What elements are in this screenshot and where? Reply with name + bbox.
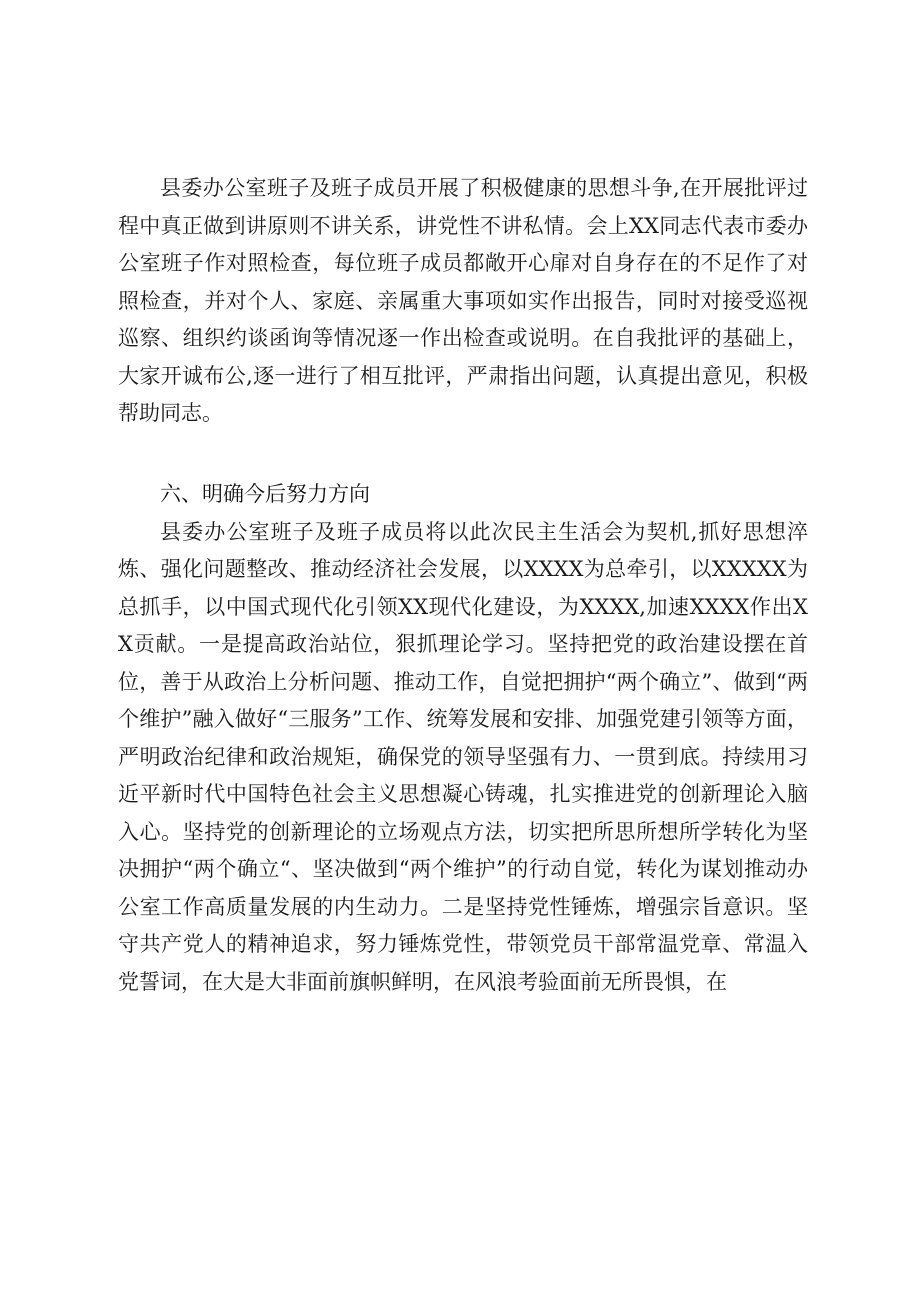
section-heading: 六、明确今后努力方向 bbox=[160, 482, 370, 506]
paragraph-criticism: 县委办公室班子及班子成员开展了积极健康的思想斗争,在开展批评过程中真正做到讲原则不讲关系，讲党性不讲私情。会上XX同志代表市委办公室班子作对照检查，每位班子成员都敞开心扉对自身存在的不足作了对照检查，并对个人、家庭、亲属重大事项如实作出报告，同时对接受巡视巡察、组织约谈函询等情况逐一作出检查或说明。在自我批评的基础上，大家开诚布公,逐一进行了相互批评，严肃指出问题，认真提出意见，积极帮助同志。 bbox=[118, 176, 808, 425]
paragraph-direction: 县委办公室班子及班子成员将以此次民主生活会为契机,抓好思想淬炼、强化问题整改、推动经济社会发展，以XXXX为总牵引，以XXXXX为总抓手，以中国式现代化引领XX现代化建设，为XXXX,加速XXXX作出XX贡献。一是提高政治站位，狠抓理论学习。坚持把党的政治建设摆在首位，善于从政治上分析问题、推动工作，自觉把拥护“两个确立”、做到“两个维护”融入做好“三服务”工作、统筹发展和安排、加强党建引领等方面，严明政治纪律和政治规矩，确保党的领导坚强有力、一贯到底。持续用习近平新时代中国特色社会主义思想凝心铸魂，扎实推进党的创新理论入脑入心。坚持党的创新理论的立场观点方法，切实把所思所想所学转化为坚决拥护“两个确立“、坚决做到“两个维护”的行动自觉，转化为谋划推动办公室工作高质量发展的内生动力。二是坚持党性锤炼，增强宗旨意识。坚守共产党人的精神追求，努力锤炼党性，带领党员干部常温党章、常温入党誓词，在大是大非面前旗帜鲜明，在风浪考验面前无所畏惧，在 bbox=[118, 519, 808, 994]
text-block-upper bbox=[118, 170, 808, 433]
text-block-lower bbox=[118, 476, 808, 1001]
